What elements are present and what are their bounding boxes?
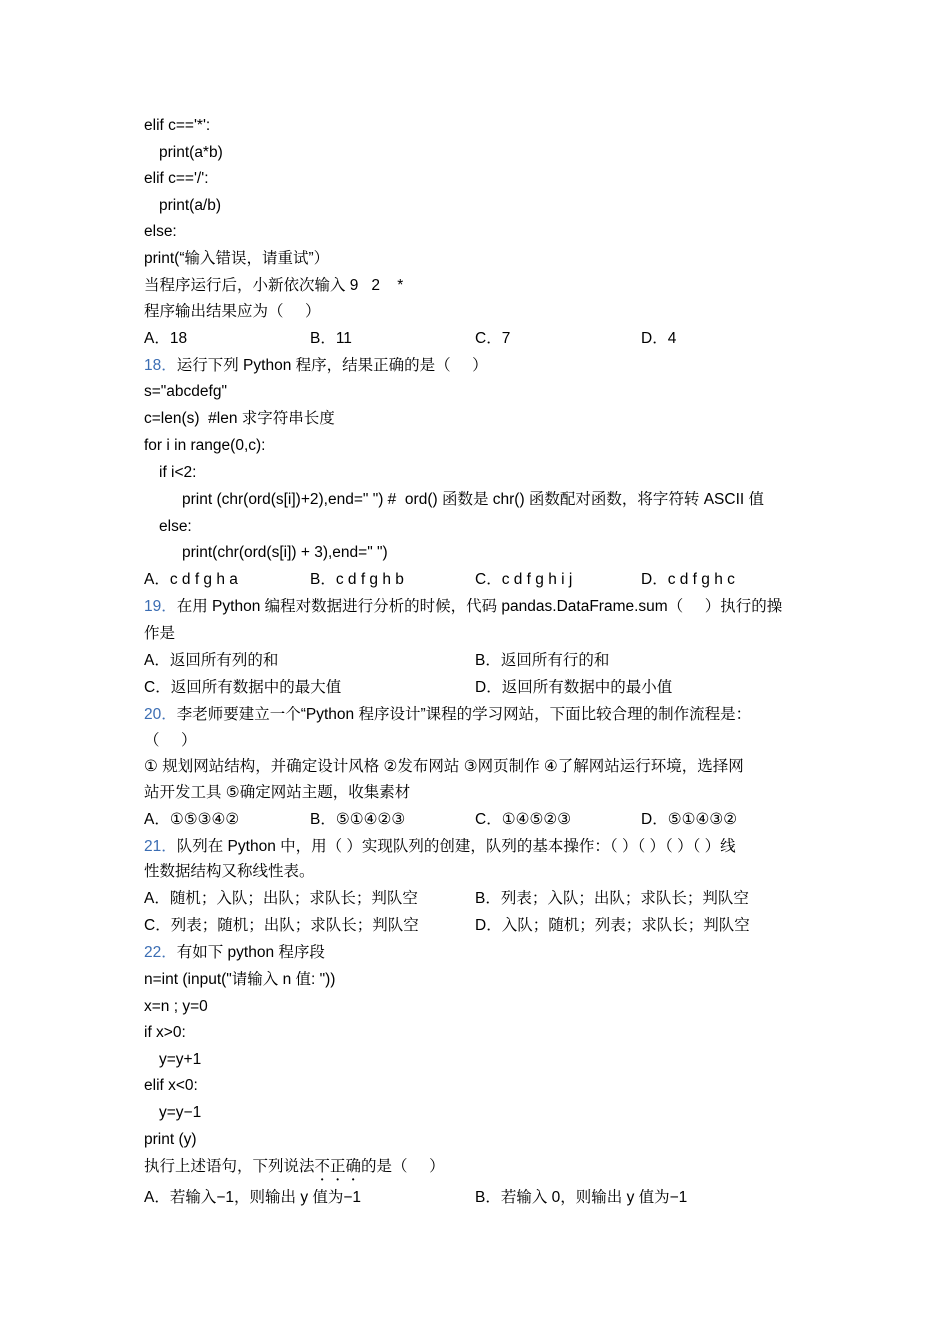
question-18: [144, 356, 488, 376]
option-a: A．随机；入队；出队；求队长；判队空: [144, 890, 418, 907]
stem-text: 的是（ ）: [361, 1158, 445, 1175]
question-stem: 当程序运行后，小新依次输入 9 2 *: [144, 277, 404, 294]
option-b: B．c d f g h b: [310, 571, 404, 588]
code-line: elif c=='*':: [144, 117, 211, 134]
question-stem: [144, 1157, 445, 1184]
option-d: D．⑤①④③②: [641, 811, 738, 828]
option-a: A．c d f g h a: [144, 571, 238, 588]
option-b: B．若输入 0，则输出 y 值为−1: [475, 1189, 688, 1206]
code-line: for i in range(0,c):: [144, 437, 266, 454]
question-stem: 李老师要建立一个“Python 程序设计”课程的学习网站，下面比较合理的制作流程是：: [176, 706, 752, 723]
question-22: [144, 943, 325, 963]
option-a: A．返回所有列的和: [144, 652, 279, 669]
code-line: else:: [144, 223, 177, 240]
option-b: B．返回所有行的和: [475, 652, 610, 669]
option-a: A．18: [144, 330, 188, 347]
question-20: [144, 705, 751, 725]
question-stem: 性数据结构又称线性表。: [144, 863, 315, 880]
question-stem: 有如下 python 程序段: [176, 944, 325, 961]
code-line: c=len(s) #len 求字符串长度: [144, 410, 335, 427]
option-c: C．返回所有数据中的最大值: [144, 679, 342, 696]
emphasized-text: 不正确: [314, 1158, 362, 1175]
code-line: if i<2:: [159, 464, 197, 481]
question-21: [144, 837, 736, 857]
option-d: D．入队；随机；列表；求队长；判队空: [475, 917, 750, 934]
option-b: B．11: [310, 330, 352, 347]
stem-text: 执行上述语句，下列说法: [144, 1158, 315, 1175]
question-stem: ① 规划网站结构，并确定设计风格 ②发布网站 ③网页制作 ④了解网站运行环境，选择网: [144, 758, 744, 775]
code-line: print(a*b): [159, 144, 223, 161]
code-line: elif x<0:: [144, 1077, 198, 1094]
option-d: D．c d f g h c: [641, 571, 735, 588]
question-number: 22．: [144, 944, 177, 961]
code-line: print (chr(ord(s[i])+2),end=" ") # ord() 函数是 chr() 函数配对函数，将字符转 ASCII 值: [182, 491, 765, 508]
option-c: C．列表；随机；出队；求队长；判队空: [144, 917, 419, 934]
option-a: A．①⑤③④②: [144, 811, 240, 828]
question-number: 19．: [144, 598, 177, 615]
option-b: B．列表；入队；出队；求队长；判队空: [475, 890, 749, 907]
code-line: print(chr(ord(s[i]) + 3),end=" "): [182, 544, 388, 561]
code-line: else:: [159, 518, 192, 535]
option-a: A．若输入−1，则输出 y 值为−1: [144, 1189, 362, 1206]
code-line: print(“输入错误，请重试”）: [144, 250, 330, 267]
option-c: C．7: [475, 330, 511, 347]
question-19: [144, 597, 782, 617]
code-line: s="abcdefg": [144, 383, 227, 400]
option-d: D．返回所有数据中的最小值: [475, 679, 673, 696]
question-stem: 在用 Python 编程对数据进行分析的时候，代码 pandas.DataFrame.sum（ ）执行的操: [176, 598, 783, 615]
question-stem: 程序输出结果应为（ ）: [144, 303, 321, 320]
question-stem: 作是: [144, 625, 176, 642]
code-line: print(a/b): [159, 197, 222, 214]
question-number: 18．: [144, 357, 177, 374]
code-line: y=y+1: [159, 1051, 202, 1068]
code-line: print (y): [144, 1131, 197, 1148]
code-line: if x>0:: [144, 1024, 186, 1041]
option-c: C．①④⑤②③: [475, 811, 572, 828]
question-number: 20．: [144, 706, 177, 723]
question-stem: 队列在 Python 中，用（ ）实现队列的创建，队列的基本操作：（ ）（ ）（ ）（ ）线: [176, 838, 736, 855]
code-line: x=n ; y=0: [144, 998, 208, 1015]
question-stem: 站开发工具 ⑤确定网站主题，收集素材: [144, 784, 411, 801]
question-stem: （ ）: [144, 732, 197, 749]
code-line: elif c=='/':: [144, 170, 209, 187]
option-d: D．4: [641, 330, 677, 347]
question-number: 21．: [144, 838, 177, 855]
option-b: B．⑤①④②③: [310, 811, 406, 828]
code-line: y=y−1: [159, 1104, 202, 1121]
code-line: n=int (input("请输入 n 值: ")): [144, 971, 336, 988]
option-c: C．c d f g h i j: [475, 571, 573, 588]
question-stem: 运行下列 Python 程序，结果正确的是（ ）: [176, 357, 488, 374]
